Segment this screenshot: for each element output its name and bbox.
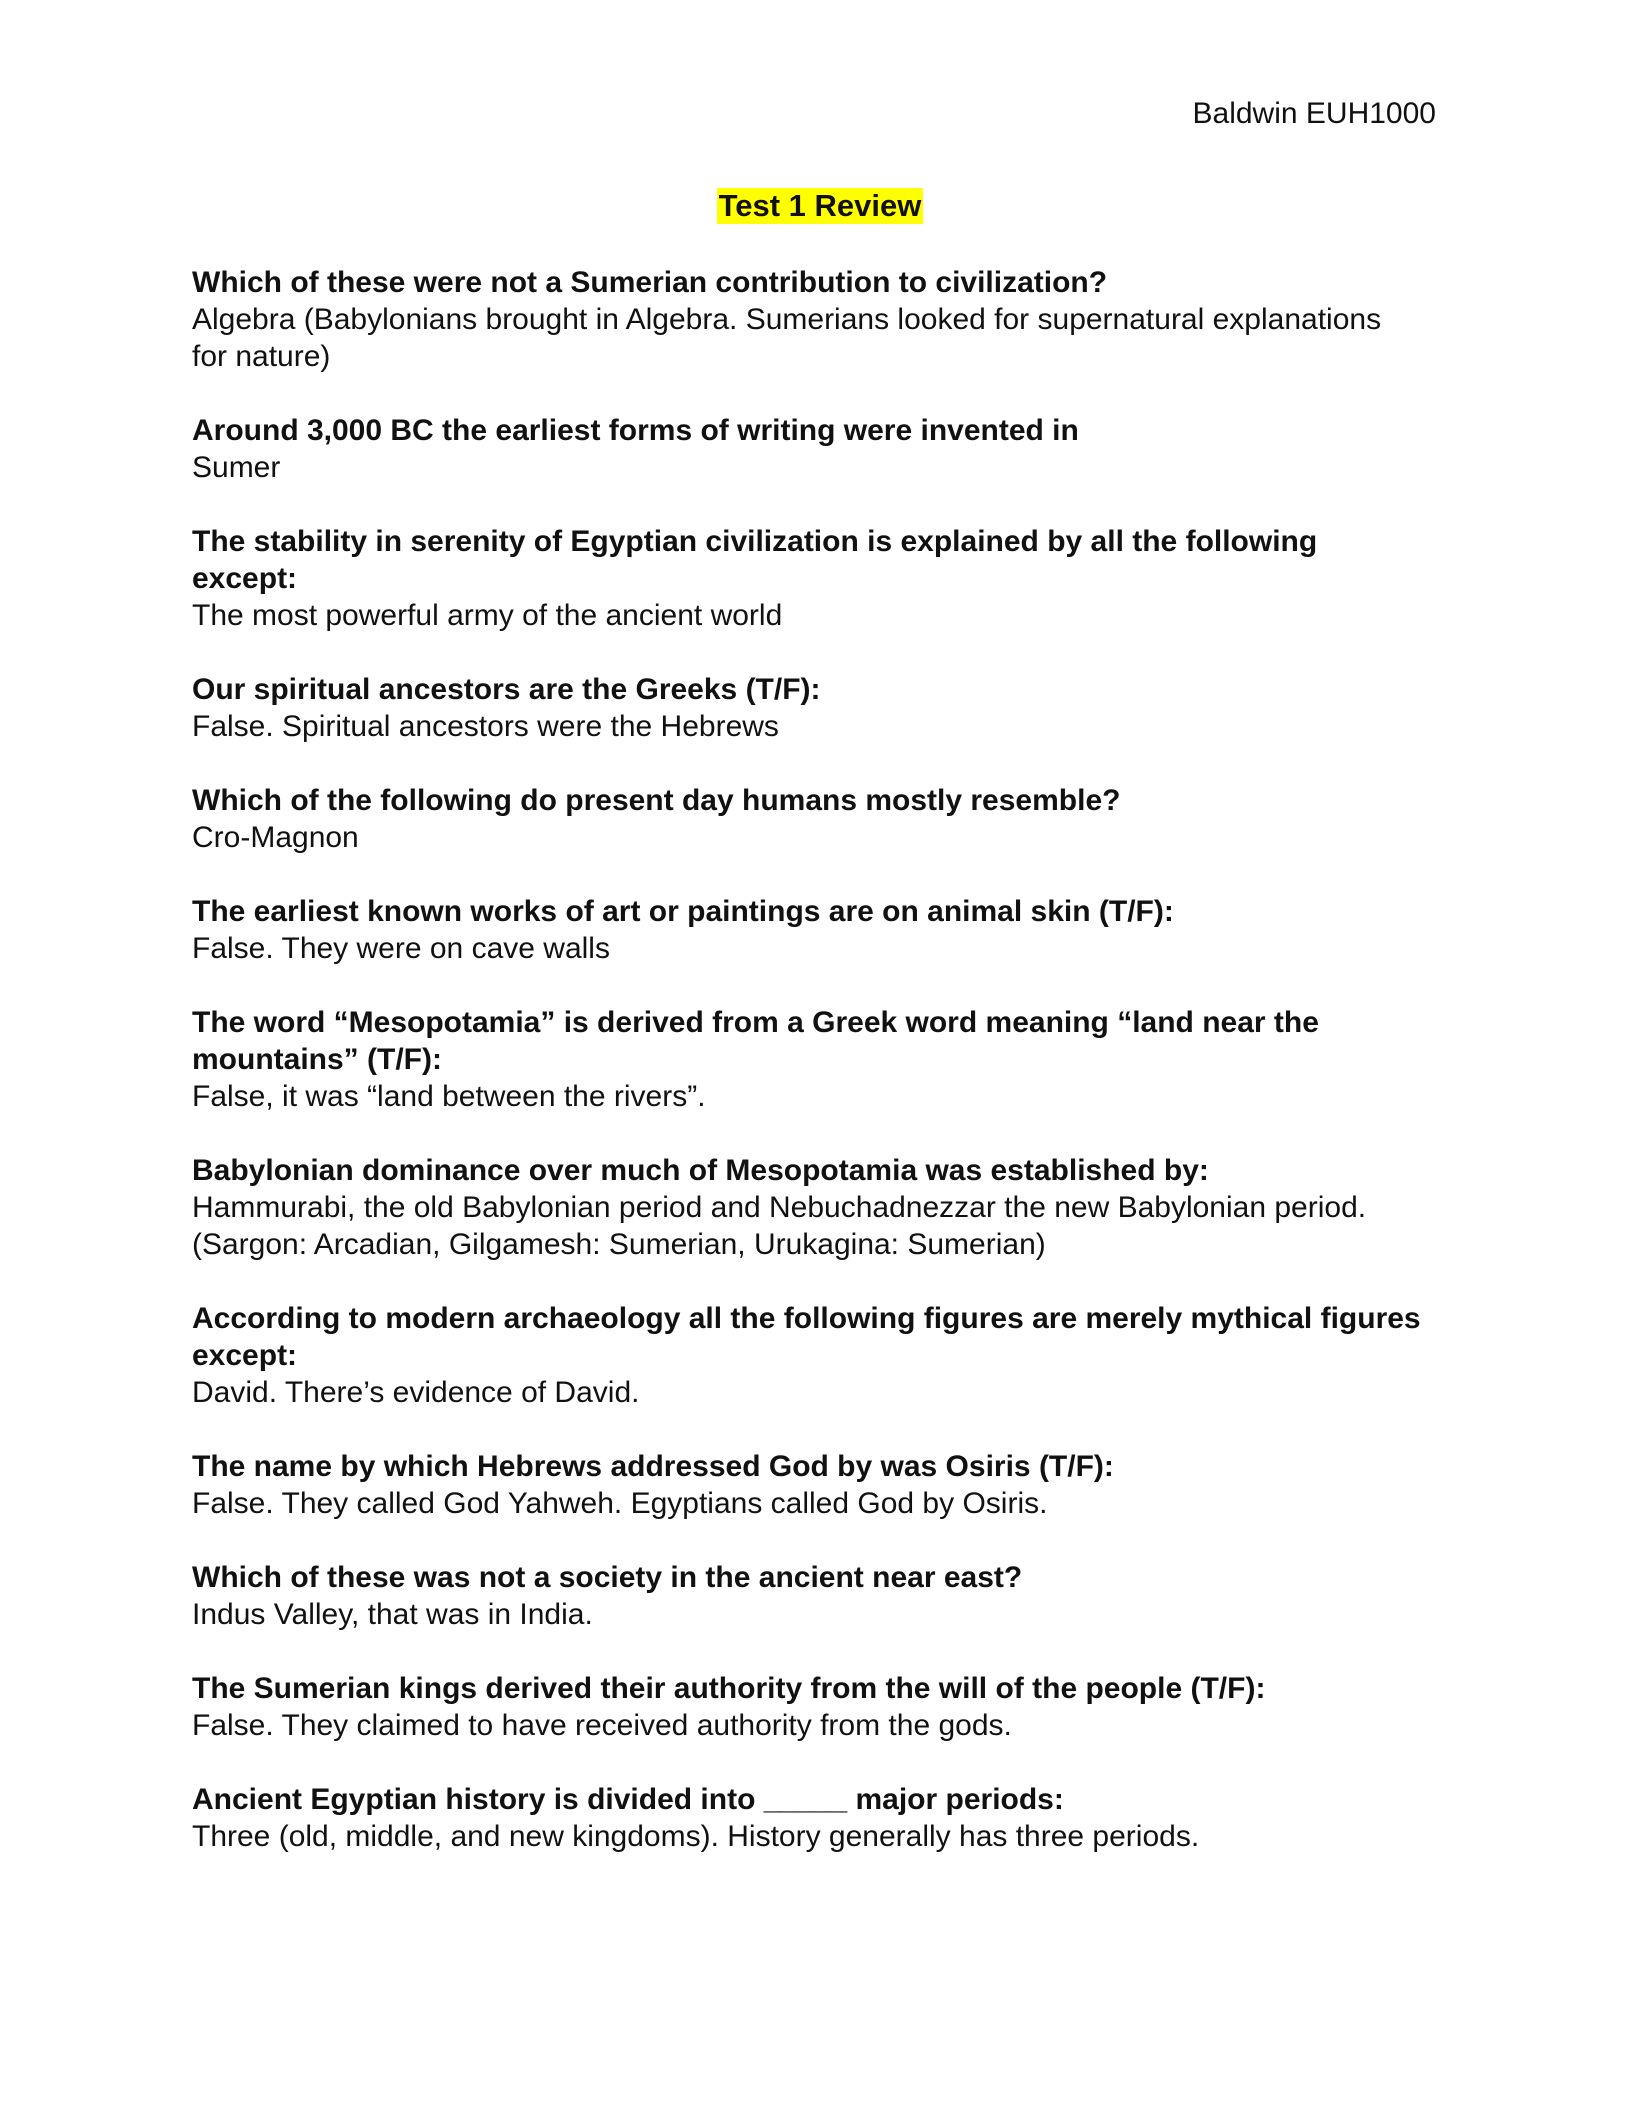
question: The word “Mesopotamia” is derived from a Greek word meaning “land near the mountains” (T/F): <box>192 1006 1319 1076</box>
qa-item <box>192 1781 1422 1855</box>
answer: False, it was “land between the rivers”. <box>192 1080 706 1113</box>
answer: The most powerful army of the ancient world <box>192 599 783 632</box>
question: Babylonian dominance over much of Mesopotamia was established by: <box>192 1154 1209 1187</box>
answer: Cro-Magnon <box>192 821 359 854</box>
qa-item <box>192 893 1422 967</box>
question: Which of these were not a Sumerian contribution to civilization? <box>192 266 1108 299</box>
question: Around 3,000 BC the earliest forms of writing were invented in <box>192 414 1079 447</box>
course-header: Baldwin EUH1000 <box>1192 97 1436 130</box>
qa-item <box>192 1559 1422 1633</box>
qa-item <box>192 671 1422 745</box>
answer: False. They claimed to have received authority from the gods. <box>192 1709 1012 1742</box>
page-title: Test 1 Review <box>718 188 922 223</box>
question: The stability in serenity of Egyptian civilization is explained by all the following except: <box>192 525 1318 595</box>
question: According to modern archaeology all the following figures are merely mythical figures except: <box>192 1302 1421 1372</box>
qa-item <box>192 412 1422 486</box>
answer: Algebra (Babylonians brought in Algebra. Sumerians looked for supernatural explanations for nature) <box>192 303 1382 373</box>
answer: False. They were on cave walls <box>192 932 610 965</box>
qa-item <box>192 1300 1422 1411</box>
title-container <box>0 188 1640 224</box>
answer: False. Spiritual ancestors were the Hebrews <box>192 710 779 743</box>
question: The earliest known works of art or paintings are on animal skin (T/F): <box>192 895 1174 928</box>
qa-item <box>192 1670 1422 1744</box>
answer: Hammurabi, the old Babylonian period and Nebuchadnezzar the new Babylonian period. (Sargon: Arcadian, Gilgamesh: Sumerian, Urukagina: Sumerian) <box>192 1191 1367 1261</box>
question: The Sumerian kings derived their authority from the will of the people (T/F): <box>192 1672 1266 1705</box>
qa-item <box>192 1152 1422 1263</box>
qa-item <box>192 782 1422 856</box>
question: Which of the following do present day humans mostly resemble? <box>192 784 1121 817</box>
question: The name by which Hebrews addressed God by was Osiris (T/F): <box>192 1450 1114 1483</box>
review-list <box>192 264 1422 1892</box>
answer: Three (old, middle, and new kingdoms). History generally has three periods. <box>192 1820 1200 1853</box>
qa-item <box>192 1004 1422 1115</box>
answer: Sumer <box>192 451 281 484</box>
question: Our spiritual ancestors are the Greeks (T/F): <box>192 673 821 706</box>
qa-item <box>192 523 1422 634</box>
qa-item <box>192 1448 1422 1522</box>
qa-item <box>192 264 1422 375</box>
answer: False. They called God Yahweh. Egyptians called God by Osiris. <box>192 1487 1048 1520</box>
answer: David. There’s evidence of David. <box>192 1376 640 1409</box>
question: Ancient Egyptian history is divided into _____ major periods: <box>192 1783 1064 1816</box>
question: Which of these was not a society in the ancient near east? <box>192 1561 1023 1594</box>
answer: Indus Valley, that was in India. <box>192 1598 593 1631</box>
